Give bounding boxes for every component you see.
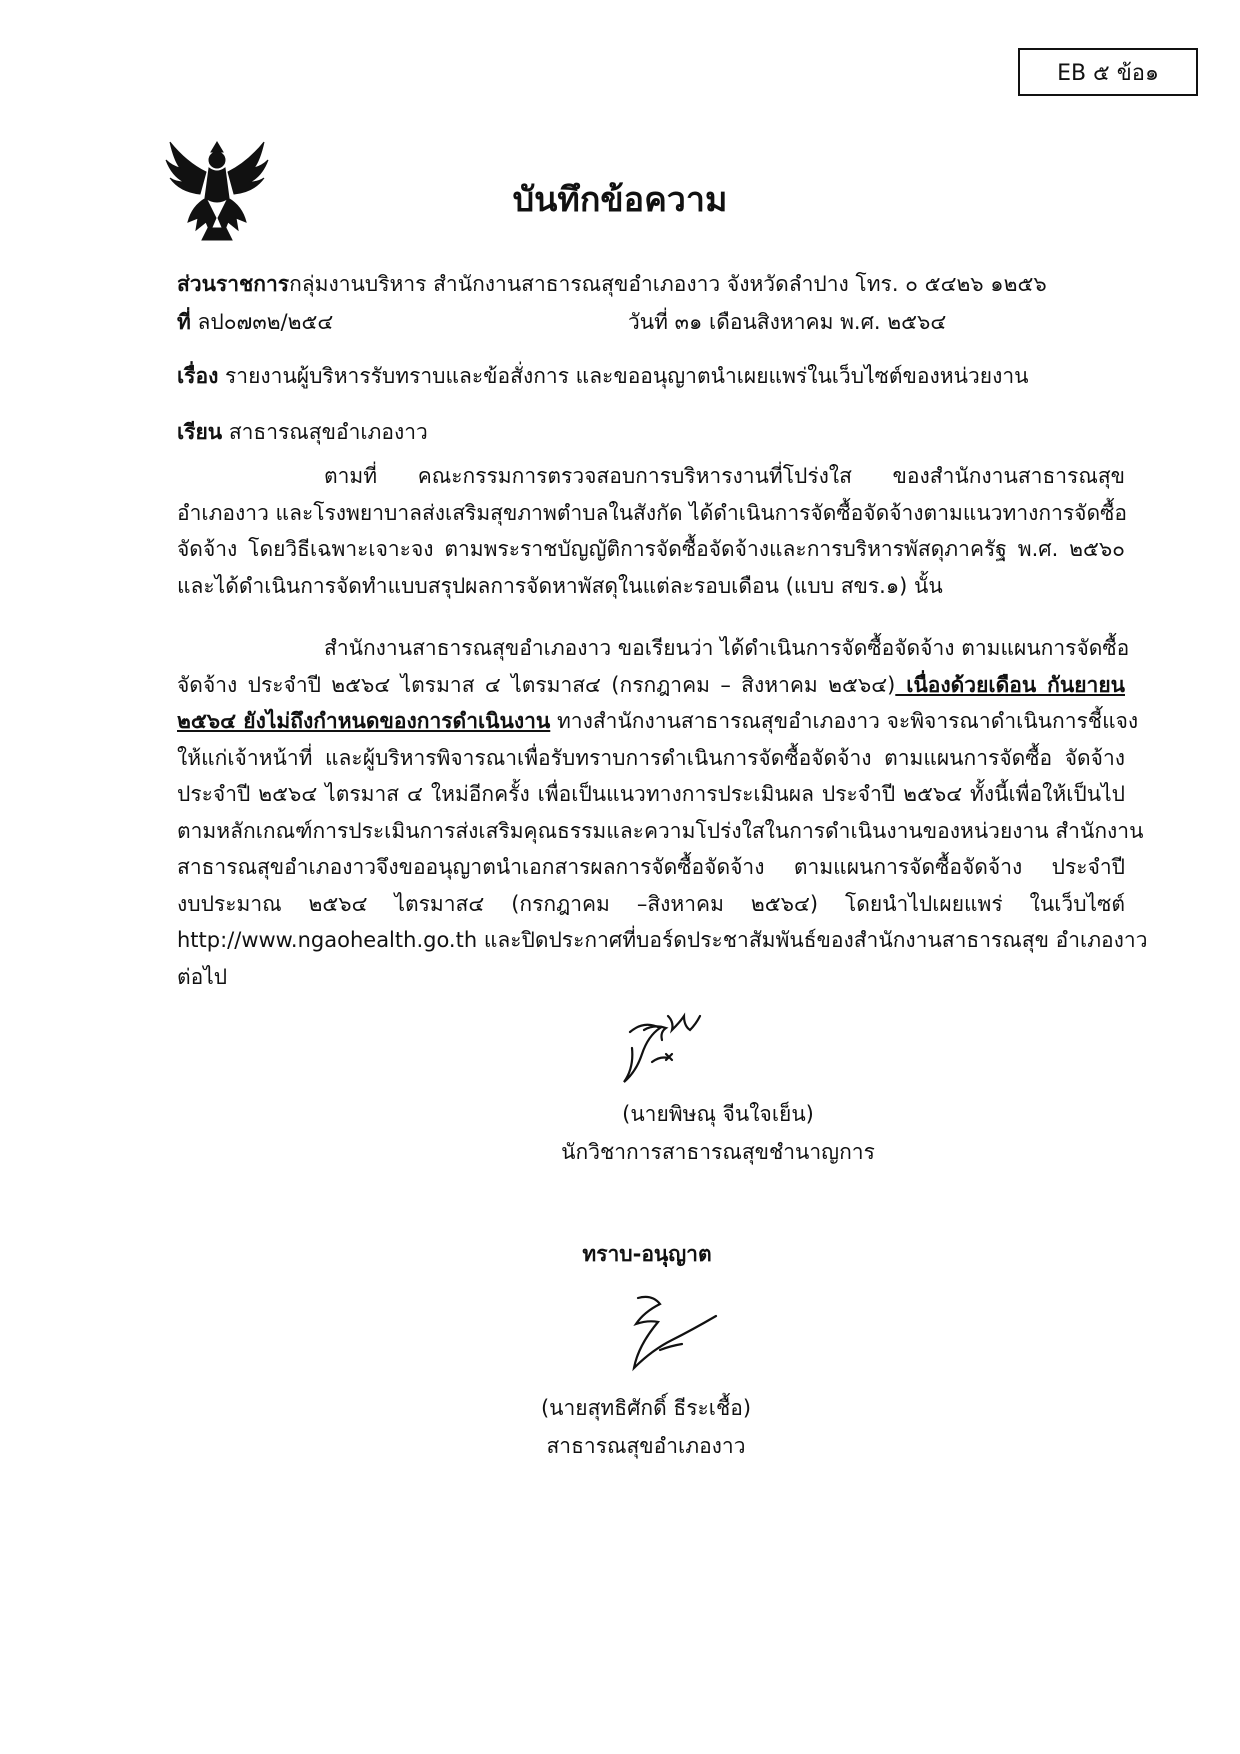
- signature-1-image: [600, 1002, 710, 1092]
- paragraph-1: [177, 458, 1125, 604]
- paragraph-line: [177, 667, 1125, 704]
- memo-title: บันทึกข้อความ: [512, 180, 728, 220]
- paragraph-line: สำนักงานสาธารณสุขอำเภองาว ขอเรียนว่า ได้ดำเนินการจัดซื้อจัดจ้าง ตามแผนการจัดซื้อ: [324, 636, 1130, 660]
- paragraph-line: [177, 703, 1139, 740]
- paragraph-line: http://www.ngaohealth.go.th และปิดประกาศที่บอร์ดประชาสัมพันธ์ของสำนักงานสาธารณสุข อำเภองาว: [177, 928, 1148, 952]
- approval-text: ทราบ-อนุญาต: [582, 1242, 712, 1266]
- emphasis-text: เนื่องด้วยเดือน กันยายน: [895, 672, 1125, 697]
- subject-text: รายงานผู้บริหารรับทราบและข้อสั่งการ และขออนุญาตนำเผยแพร่ในเว็บไซต์ของหน่วยงาน: [225, 364, 1029, 388]
- reference-line: [177, 306, 333, 339]
- paragraph-line: อำเภองาว และโรงพยาบาลส่งเสริมสุขภาพตำบลในสังกัด ได้ดำเนินการจัดซื้อจัดจ้างตามแนวทางการจัดซื้อ: [177, 500, 1127, 525]
- reference-label: ที่: [177, 310, 191, 334]
- recipient-text: สาธารณสุขอำเภองาว: [228, 420, 428, 444]
- paragraph-line: งบประมาณ ๒๕๖๔ ไตรมาส๔ (กรกฎาคม –สิงหาคม ๒๕๖๔) โดยนำไปเผยแพร่ ในเว็บไซต์: [177, 891, 1125, 916]
- recipient-label: เรียน: [177, 420, 223, 444]
- document-tag-text: EB ๕ ข้อ๑: [1057, 60, 1159, 86]
- subject-label: เรื่อง: [177, 364, 219, 388]
- memo-date: วันที่ ๓๑ เดือนสิงหาคม พ.ศ. ๒๕๖๔: [628, 310, 947, 334]
- signer-1-name: (นายพิษณุ จีนใจเย็น): [622, 1102, 814, 1126]
- agency-label: ส่วนราชการ: [177, 272, 290, 296]
- signer-2-name: (นายสุทธิศักดิ์ ธีระเชื้อ): [540, 1396, 752, 1420]
- paragraph-line: ต่อไป: [177, 964, 228, 989]
- paragraph-line: ให้แก่เจ้าหน้าที่ และผู้บริหารพิจารณาเพื่อรับทราบการดำเนินการจัดซื้อจัดจ้าง ตามแผนการจัดซื้อ จัดจ้าง: [177, 745, 1125, 770]
- paragraph-line: ตามหลักเกณฑ์การประเมินการส่งเสริมคุณธรรมและความโปร่งใสในการดำเนินงานของหน่วยงาน สำนักงาน: [177, 818, 1144, 843]
- agency-line: [177, 268, 1047, 301]
- paragraph-line: จัดจ้าง โดยวิธีเฉพาะเจาะจง ตามพระราชบัญญัติการจัดซื้อจัดจ้างและการบริหารพัสดุภาครัฐ พ.ศ. ๒๕๖๐: [177, 537, 1125, 561]
- paragraph-text: จัดจ้าง ประจำปี ๒๕๖๔ ไตรมาส ๔ ไตรมาส๔ (กรกฎาคม – สิงหาคม ๒๕๖๔): [177, 672, 896, 697]
- paragraph-line: ตามที่ คณะกรรมการตรวจสอบการบริหารงานที่โปร่งใส ของสำนักงานสาธารณสุข: [324, 464, 1125, 488]
- signer-1-position: นักวิชาการสาธารณสุขชำนาญการ: [561, 1140, 875, 1164]
- emphasis-text: ๒๕๖๔ ยังไม่ถึงกำหนดของการดำเนินงาน: [177, 709, 551, 733]
- signer-2-position: สาธารณสุขอำเภองาว: [546, 1434, 746, 1458]
- agency-text: กลุ่มงานบริหาร สำนักงานสาธารณสุขอำเภองาว จังหวัดลำปาง โทร. ๐ ๕๔๒๖ ๑๒๕๖: [289, 272, 1047, 296]
- paragraph-line: สาธารณสุขอำเภองาวจึงขออนุญาตนำเอกสารผลการจัดซื้อจัดจ้าง ตามแผนการจัดซื้อจัดจ้าง ประจำปี: [177, 855, 1125, 879]
- reference-number: ลป๐๗๓๒/๒๕๔: [197, 310, 334, 334]
- paragraph-2: [177, 630, 1148, 995]
- signature-2-image: [612, 1288, 722, 1388]
- document-tag: [1018, 48, 1198, 96]
- paragraph-line: ประจำปี ๒๕๖๔ ไตรมาส ๔ ใหม่อีกครั้ง เพื่อเป็นแนวทางการประเมินผล ประจำปี ๒๕๖๔ ทั้งนี้เพื่อให้เป็นไป: [177, 782, 1125, 806]
- paragraph-text: ทางสำนักงานสาธารณสุขอำเภองาว จะพิจารณาดำเนินการชี้แจง: [550, 709, 1139, 733]
- recipient-line: [177, 416, 428, 449]
- subject-line: [177, 360, 1028, 393]
- paragraph-line: และได้ดำเนินการจัดทำแบบสรุปผลการจัดหาพัสดุในแต่ละรอบเดือน (แบบ สขร.๑) นั้น: [177, 573, 943, 598]
